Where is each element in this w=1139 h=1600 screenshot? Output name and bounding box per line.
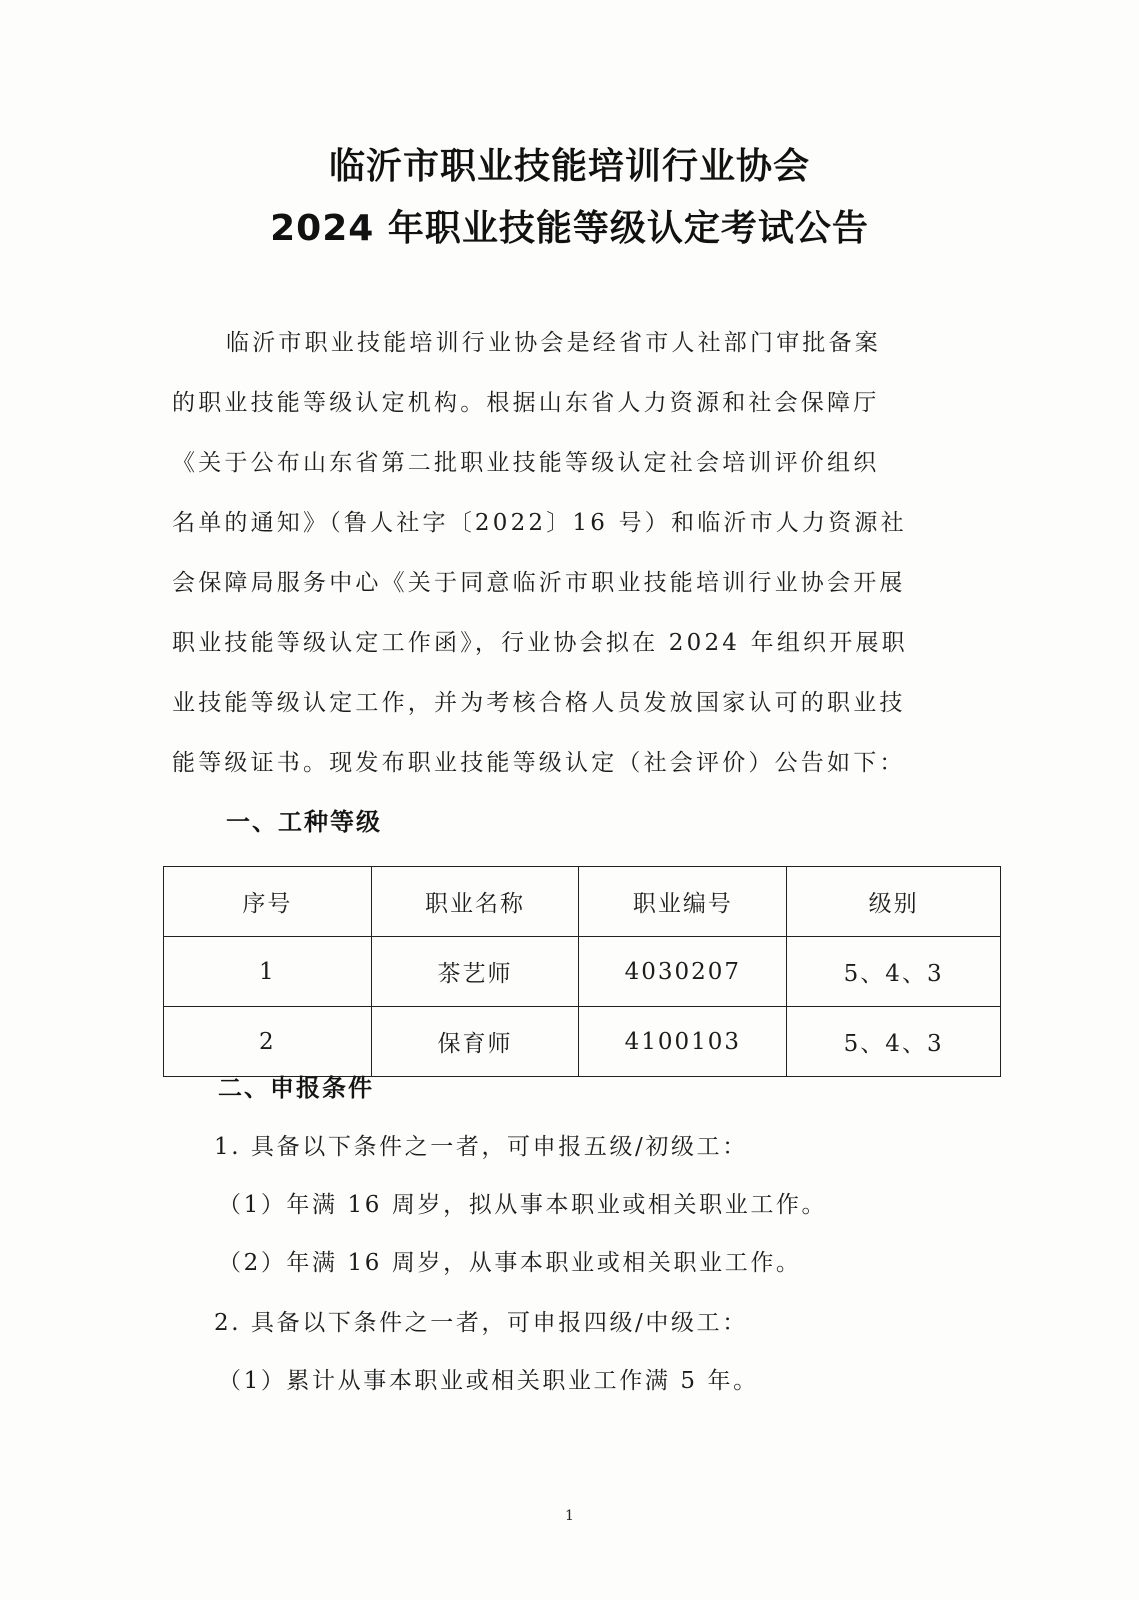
section2-heading: 二、申报条件 <box>218 1074 374 1102</box>
intro-line-7: 业技能等级认定工作，并为考核合格人员发放国家认可的职业技 <box>172 690 906 716</box>
intro-line-6: 职业技能等级认定工作函》，行业协会拟在 2024 年组织开展职 <box>172 630 908 656</box>
table-header-cell: 职业编号 <box>579 867 787 937</box>
page-number: 1 <box>565 1508 574 1524</box>
table-cell: 5、4、3 <box>787 937 1001 1007</box>
table-cell: 1 <box>164 937 372 1007</box>
intro-line-4: 名单的通知》（鲁人社字〔2022〕16 号）和临沂市人力资源社 <box>172 510 907 536</box>
condition-line-5: （1）累计从事本职业或相关职业工作满 5 年。 <box>218 1368 759 1394</box>
table-row <box>164 937 1001 1007</box>
intro-line-5: 会保障局服务中心《关于同意临沂市职业技能培训行业协会开展 <box>172 570 906 596</box>
document-title-line2: 2024 年职业技能等级认定考试公告 <box>270 208 869 249</box>
intro-line-2: 的职业技能等级认定机构。根据山东省人力资源和社会保障厅 <box>172 390 880 416</box>
intro-line-8: 能等级证书。现发布职业技能等级认定（社会评价）公告如下： <box>172 750 906 776</box>
table-header-row <box>164 867 1001 937</box>
table-cell: 茶艺师 <box>371 937 579 1007</box>
section1-heading: 一、工种等级 <box>226 808 382 836</box>
table-header-cell: 序号 <box>164 867 372 937</box>
table-header-cell: 职业名称 <box>371 867 579 937</box>
intro-line-1: 临沂市职业技能培训行业协会是经省市人社部门审批备案 <box>226 330 881 356</box>
table-cell: 4100103 <box>579 1007 787 1077</box>
intro-line-3: 《关于公布山东省第二批职业技能等级认定社会培训评价组织 <box>172 450 880 476</box>
table-cell: 5、4、3 <box>787 1007 1001 1077</box>
condition-line-2: （1）年满 16 周岁，拟从事本职业或相关职业工作。 <box>218 1192 828 1218</box>
condition-line-3: （2）年满 16 周岁，从事本职业或相关职业工作。 <box>218 1250 802 1276</box>
table-cell: 4030207 <box>579 937 787 1007</box>
grade-table <box>163 866 1001 1077</box>
table-row <box>164 1007 1001 1077</box>
table-header-cell: 级别 <box>787 867 1001 937</box>
condition-line-4: 2. 具备以下条件之一者，可申报四级/中级工： <box>214 1310 748 1336</box>
document-title-line1: 临沂市职业技能培训行业协会 <box>328 146 810 187</box>
table-cell: 保育师 <box>371 1007 579 1077</box>
condition-line-1: 1. 具备以下条件之一者，可申报五级/初级工： <box>214 1134 748 1160</box>
table-cell: 2 <box>164 1007 372 1077</box>
